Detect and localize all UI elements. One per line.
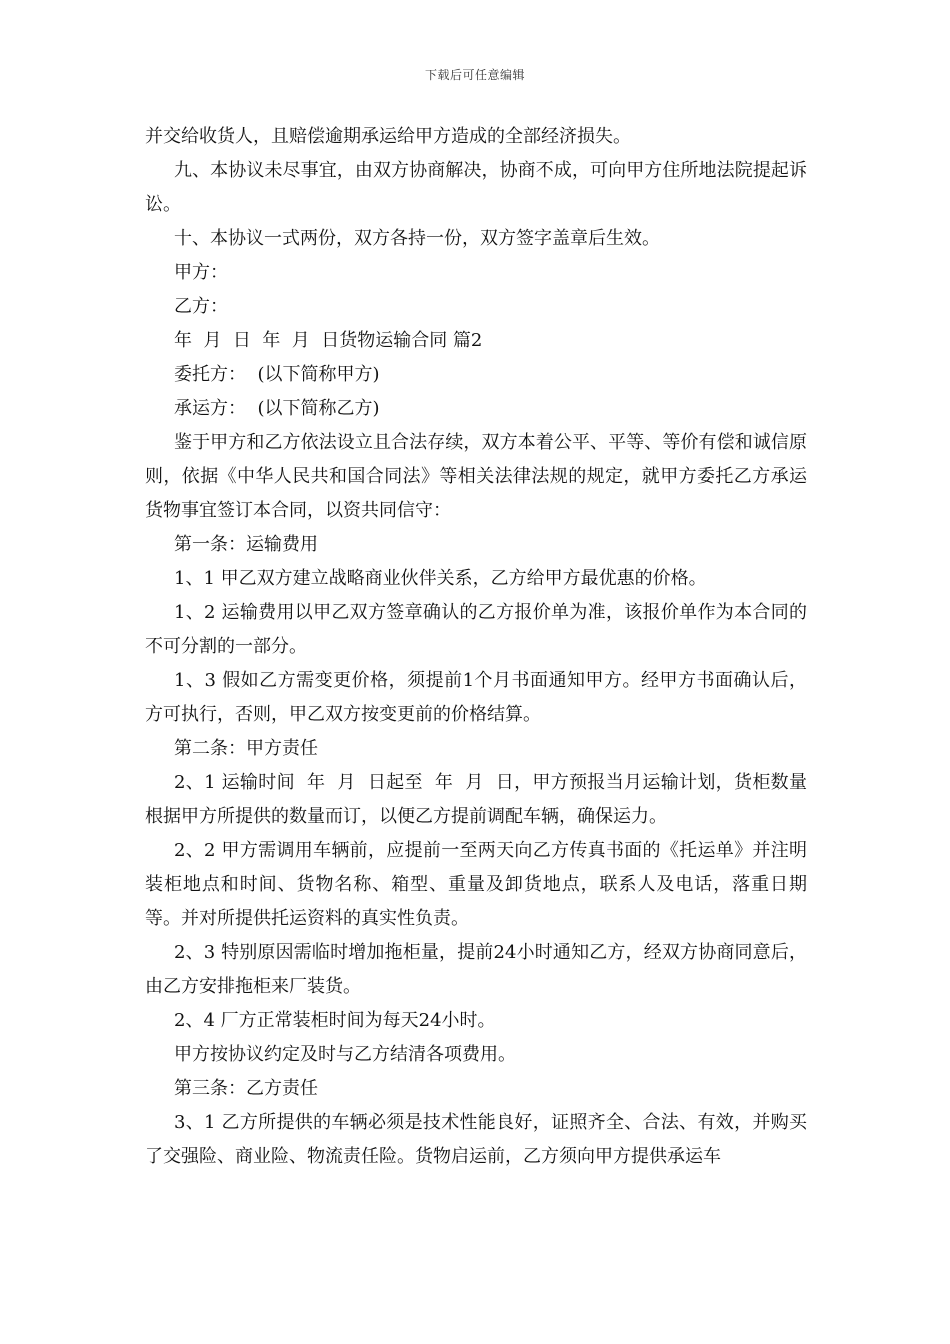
clause: 1、1 甲乙双方建立战略商业伙伴关系，乙方给甲方最优惠的价格。 bbox=[174, 568, 707, 589]
article-heading: 第三条：乙方责任 bbox=[174, 1078, 318, 1099]
clause: 2、3 特别原因需临时增加拖柜量，提前24小时通知乙方，经双方协商同意后，由乙方安排拖柜来厂装货。 bbox=[145, 942, 807, 997]
clause: 1、3 假如乙方需变更价格，须提前1个月书面通知甲方。经甲方书面确认后，方可执行，否则，甲乙双方按变更前的价格结算。 bbox=[145, 670, 807, 725]
clause: 3、1 乙方所提供的车辆必须是技术性能良好，证照齐全、合法、有效，并购买了交强险、商业险、物流责任险。货物启运前，乙方须向甲方提供承运车 bbox=[145, 1112, 807, 1167]
clause: 2、1 运输时间 年 月 日起至 年 月 日，甲方预报当月运输计划，货柜数量根据甲方所提供的数量而订，以便乙方提前调配车辆，确保运力。 bbox=[145, 772, 807, 827]
paragraph: 九、本协议未尽事宜，由双方协商解决，协商不成，可向甲方住所地法院提起诉讼。 bbox=[145, 160, 807, 215]
paragraph: 承运方： (以下简称乙方) bbox=[174, 398, 380, 419]
signature-party-b: 乙方： bbox=[174, 296, 228, 317]
clause: 2、4 厂方正常装柜时间为每天24小时。 bbox=[174, 1010, 496, 1031]
page-header: 下载后可任意编辑 bbox=[424, 68, 525, 82]
article-heading: 第二条：甲方责任 bbox=[174, 738, 318, 759]
paragraph: 鉴于甲方和乙方依法设立且合法存续，双方本着公平、平等、等价有偿和诚信原则，依据《中华人民共和国合同法》等相关法律法规的规定，就甲方委托乙方承运货物事宜签订本合同，以资共同信守： bbox=[145, 432, 807, 521]
paragraph: 甲方按协议约定及时与乙方结清各项费用。 bbox=[174, 1044, 516, 1065]
section-title: 年 月 日 年 月 日货物运输合同 篇2 bbox=[174, 330, 483, 351]
article-heading: 第一条：运输费用 bbox=[174, 534, 318, 555]
paragraph: 委托方： (以下简称甲方) bbox=[174, 364, 380, 385]
clause: 2、2 甲方需调用车辆前，应提前一至两天向乙方传真书面的《托运单》并注明装柜地点和时间、货物名称、箱型、重量及卸货地点，联系人及电话，落重日期等。并对所提供托运资料的真实性负责。 bbox=[145, 840, 807, 929]
paragraph: 十、本协议一式两份，双方各持一份，双方签字盖章后生效。 bbox=[174, 228, 660, 249]
paragraph: 并交给收货人，且赔偿逾期承运给甲方造成的全部经济损失。 bbox=[145, 126, 631, 147]
signature-party-a: 甲方： bbox=[174, 262, 228, 283]
clause: 1、2 运输费用以甲乙双方签章确认的乙方报价单为准，该报价单作为本合同的不可分割的一部分。 bbox=[145, 602, 807, 657]
document-body bbox=[145, 120, 807, 1174]
